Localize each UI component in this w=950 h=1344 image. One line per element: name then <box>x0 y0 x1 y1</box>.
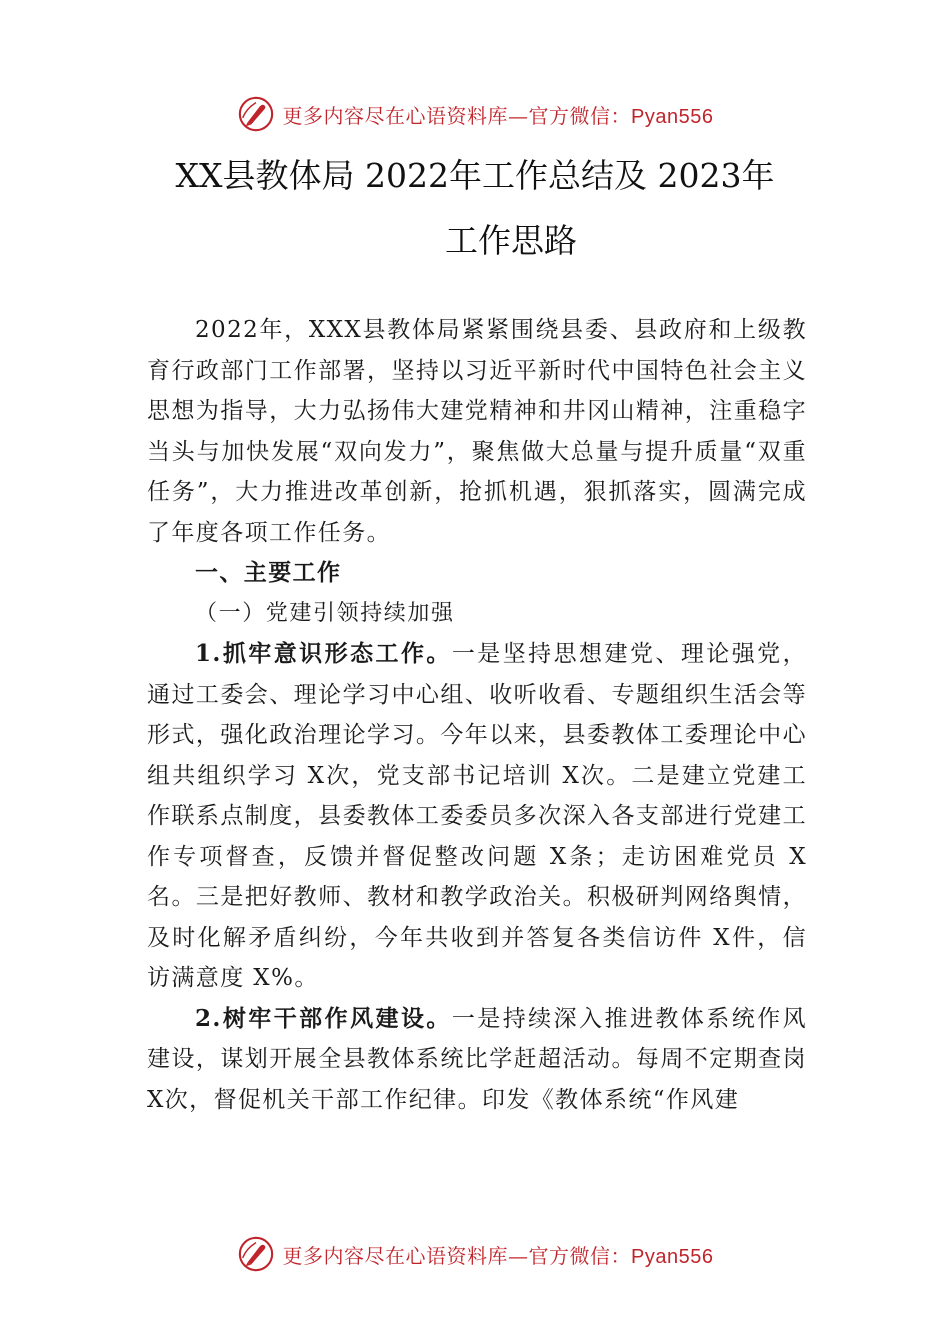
footer-watermark-banner <box>0 1232 950 1276</box>
wechat-id: Pyan556 <box>631 105 714 128</box>
document-title-line-1: XX县教体局 2022年工作总结及 2023年 <box>175 156 775 195</box>
item-1-body: 一是坚持思想建党、理论强党，通过工委会、理论学习中心组、收听收看、专题组织生活会等形式，强化政治理论学习。今年以来，县委教体工委理论中心组共组织学习 X次，党支部书记培训 X次。二是建立党建工作联系点制度，县委教体工委委员多次深入各支部进行党建工作专项督查，反馈并督促整改问题 X条；走访困难党员 X名。三是把好教师、教材和教学政治关。积极研判网络舆情，及时化解矛盾纠纷，今年共收到并答复各类信访件 X件，信访满意度 X%。 <box>147 641 807 991</box>
section-heading: 一、主要工作 <box>195 559 342 586</box>
item-2-body: 一是持续深入推进教体系统作风建设，谋划开展全县教体系统比学赶超活动。每周不定期查岗 X次，督促机关干部工作纪律。印发《教体系统“作风建 <box>147 1005 807 1113</box>
banner-text: 更多内容尽在心语资料库—官方微信： <box>282 1243 632 1268</box>
intro-paragraph: 2022年，XXX县教体局紧紧围绕县委、县政府和上级教育行政部门工作部署，坚持以习近平新时代中国特色社会主义思想为指导，大力弘扬伟大建党精神和井冈山精神，注重稳字当头与加快发展“双向发力”，聚焦做大总量与提升质量“双重任务”，大力推进改革创新，抢抓机遇，狠抓落实，圆满完成了年度各项工作任务。 <box>147 317 807 546</box>
item-1-lead: 1.抓牢意识形态工作。 <box>195 640 452 667</box>
subsection-heading: （一）党建引领持续加强 <box>195 600 455 626</box>
pen-nib-icon <box>237 95 275 133</box>
document-title-line-2: 工作思路 <box>445 221 577 260</box>
item-2-lead: 2.树牢干部作风建设。 <box>195 1004 452 1032</box>
document-body <box>147 310 807 1120</box>
item-2-paragraph <box>147 999 807 1121</box>
wechat-id: Pyan556 <box>631 1245 714 1268</box>
header-watermark-banner <box>0 92 950 136</box>
item-1-paragraph <box>147 634 807 999</box>
banner-text: 更多内容尽在心语资料库—官方微信： <box>282 103 632 128</box>
pen-nib-icon <box>237 1235 275 1273</box>
